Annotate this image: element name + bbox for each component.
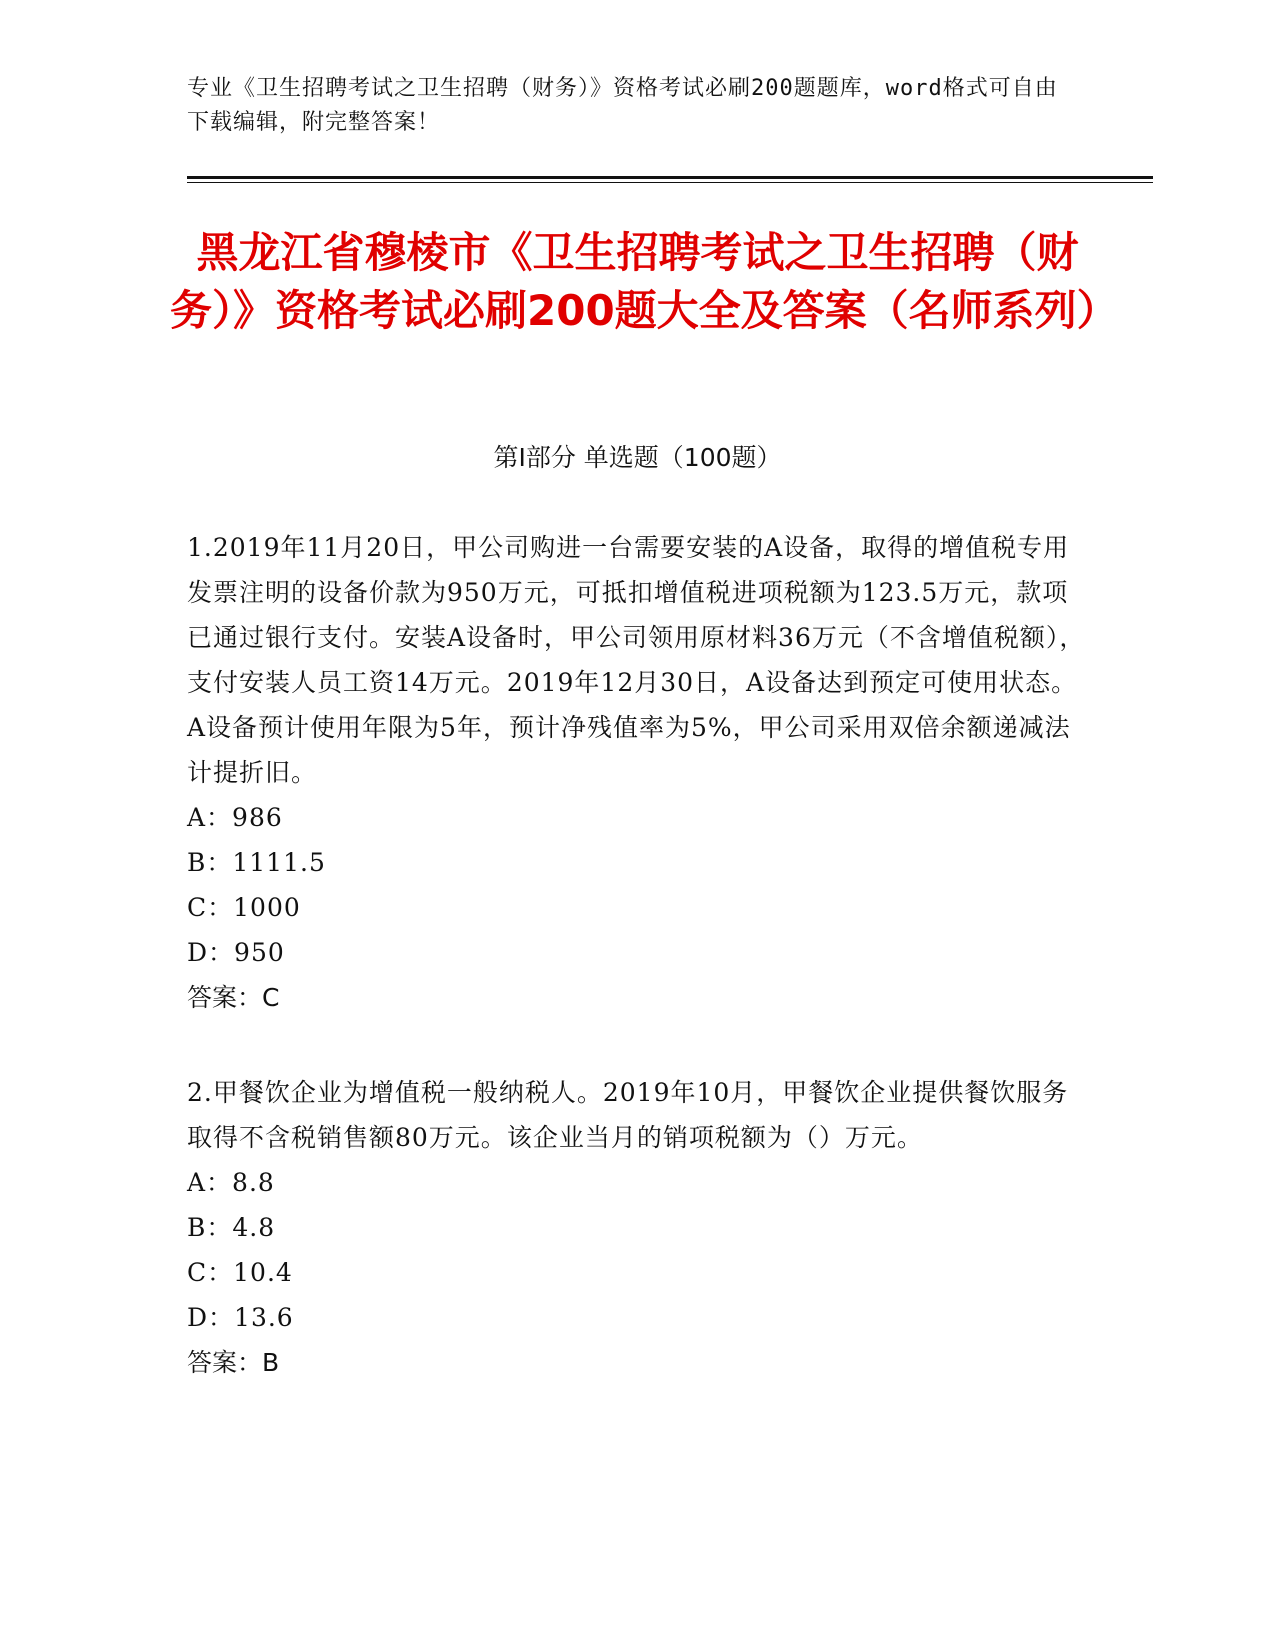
option-c: C：1000: [187, 893, 301, 922]
option-b: B：1111.5: [187, 848, 326, 877]
question-stem: 1.2019年11月20日，甲公司购进一台需要安装的A设备，取得的增值税专用发票注明的设备价款为950万元，可抵扣增值税进项税额为123.5万元，款项已通过银行支付。安装A设备时，甲公司领用原材料36万元（不含增值税额），支付安装人员工资14万元。2019年12月30日，A设备达到预定可使用状态。A设备预计使用年限为5年，预计净残值率为5%，甲公司采用双倍余额递减法计提折旧。: [187, 533, 1086, 787]
section-title: 第Ⅰ部分 单选题（100题）: [493, 443, 782, 472]
option-c: C：10.4: [187, 1258, 293, 1287]
option-d: D：13.6: [187, 1303, 294, 1332]
option-a: A：8.8: [187, 1168, 275, 1197]
option-d: D：950: [187, 938, 285, 967]
option-b: B：4.8: [187, 1213, 276, 1242]
option-a: A：986: [187, 803, 283, 832]
question-stem: 2.甲餐饮企业为增值税一般纳税人。2019年10月，甲餐饮企业提供餐饮服务取得不含税销售额80万元。该企业当月的销项税额为（）万元。: [187, 1078, 1069, 1152]
header-divider: [187, 176, 1153, 179]
header-divider-thin: [187, 182, 1153, 183]
answer: 答案：B: [187, 1348, 280, 1377]
document-title: 黑龙江省穆棱市《卫生招聘考试之卫生招聘（财务）》资格考试必刷200题大全及答案（名师系列）: [170, 228, 1119, 335]
header-note: 专业《卫生招聘考试之卫生招聘（财务）》资格考试必刷200题题库，word格式可自由下载编辑，附完整答案！: [187, 76, 1058, 135]
question-2: [187, 1070, 1087, 1385]
question-1: [187, 525, 1087, 1020]
answer: 答案：C: [187, 983, 280, 1012]
